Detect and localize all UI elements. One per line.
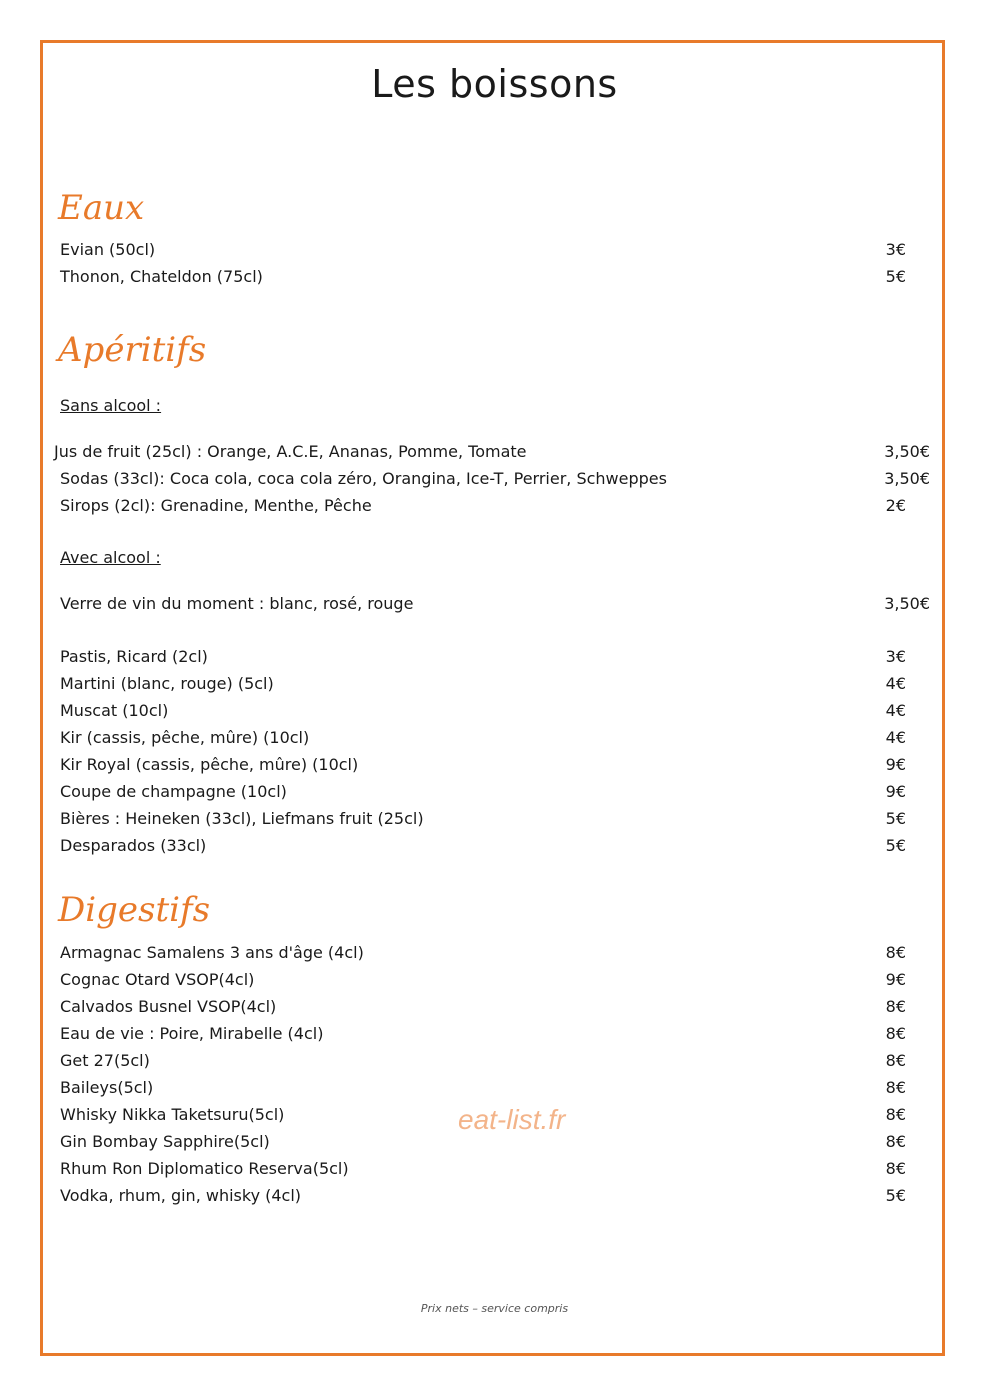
item-price: 5€: [885, 809, 906, 828]
item-price: 5€: [885, 1186, 906, 1205]
item-price: 4€: [885, 701, 906, 720]
item-price: 8€: [885, 1132, 906, 1151]
list-item: Baileys(5cl): [60, 1078, 154, 1097]
item-price: 8€: [885, 1051, 906, 1070]
list-item: Muscat (10cl): [60, 701, 169, 720]
item-price: 5€: [885, 836, 906, 855]
item-price: 4€: [885, 728, 906, 747]
subsection-avec-alcool: Avec alcool :: [60, 548, 161, 567]
item-price: 9€: [885, 970, 906, 989]
list-item: Desparados (33cl): [60, 836, 207, 855]
list-item: Armagnac Samalens 3 ans d'âge (4cl): [60, 943, 364, 962]
item-price: 3,50€: [884, 442, 930, 461]
item-price: 8€: [885, 997, 906, 1016]
item-price: 3€: [885, 647, 906, 666]
item-price: 3,50€: [884, 594, 930, 613]
item-price: 3,50€: [884, 469, 930, 488]
item-price: 8€: [885, 1024, 906, 1043]
item-price: 4€: [885, 674, 906, 693]
item-price: 8€: [885, 1105, 906, 1124]
list-item: Thonon, Chateldon (75cl): [60, 267, 263, 286]
list-item: Kir (cassis, pêche, mûre) (10cl): [60, 728, 310, 747]
item-price: 8€: [885, 1078, 906, 1097]
item-price: 8€: [885, 943, 906, 962]
list-item: Eau de vie : Poire, Mirabelle (4cl): [60, 1024, 324, 1043]
section-title-aperitifs: Apéritifs: [58, 330, 207, 370]
list-item: Cognac Otard VSOP(4cl): [60, 970, 255, 989]
item-price: 3€: [885, 240, 906, 259]
list-item: Whisky Nikka Taketsuru(5cl): [60, 1105, 285, 1124]
list-item: Sirops (2cl): Grenadine, Menthe, Pêche: [60, 496, 372, 515]
list-item: Rhum Ron Diplomatico Reserva(5cl): [60, 1159, 349, 1178]
subsection-sans-alcool: Sans alcool :: [60, 396, 162, 415]
item-price: 5€: [885, 267, 906, 286]
list-item: Bières : Heineken (33cl), Liefmans fruit (25cl): [60, 809, 424, 828]
list-item: Gin Bombay Sapphire(5cl): [60, 1132, 270, 1151]
item-price: 9€: [885, 755, 906, 774]
list-item: Vodka, rhum, gin, whisky (4cl): [60, 1186, 302, 1205]
item-price: 2€: [885, 496, 906, 515]
footer-note: Prix nets – service compris: [420, 1302, 569, 1315]
list-item: Pastis, Ricard (2cl): [60, 647, 208, 666]
list-item: Verre de vin du moment : blanc, rosé, rouge: [60, 594, 414, 613]
item-price: 9€: [885, 782, 906, 801]
item-price: 8€: [885, 1159, 906, 1178]
list-item: Evian (50cl): [60, 240, 156, 259]
list-item: Calvados Busnel VSOP(4cl): [60, 997, 277, 1016]
section-title-digestifs: Digestifs: [58, 890, 211, 930]
section-title-eaux: Eaux: [58, 188, 145, 228]
page-title: Les boissons: [371, 62, 618, 106]
list-item: Jus de fruit (25cl) : Orange, A.C.E, Ananas, Pomme, Tomate: [54, 442, 527, 461]
watermark: eat-list.fr: [458, 1104, 566, 1135]
list-item: Get 27(5cl): [60, 1051, 150, 1070]
list-item: Coupe de champagne (10cl): [60, 782, 287, 801]
list-item: Martini (blanc, rouge) (5cl): [60, 674, 274, 693]
list-item: Kir Royal (cassis, pêche, mûre) (10cl): [60, 755, 359, 774]
list-item: Sodas (33cl): Coca cola, coca cola zéro, Orangina, Ice-T, Perrier, Schweppes: [60, 469, 667, 488]
